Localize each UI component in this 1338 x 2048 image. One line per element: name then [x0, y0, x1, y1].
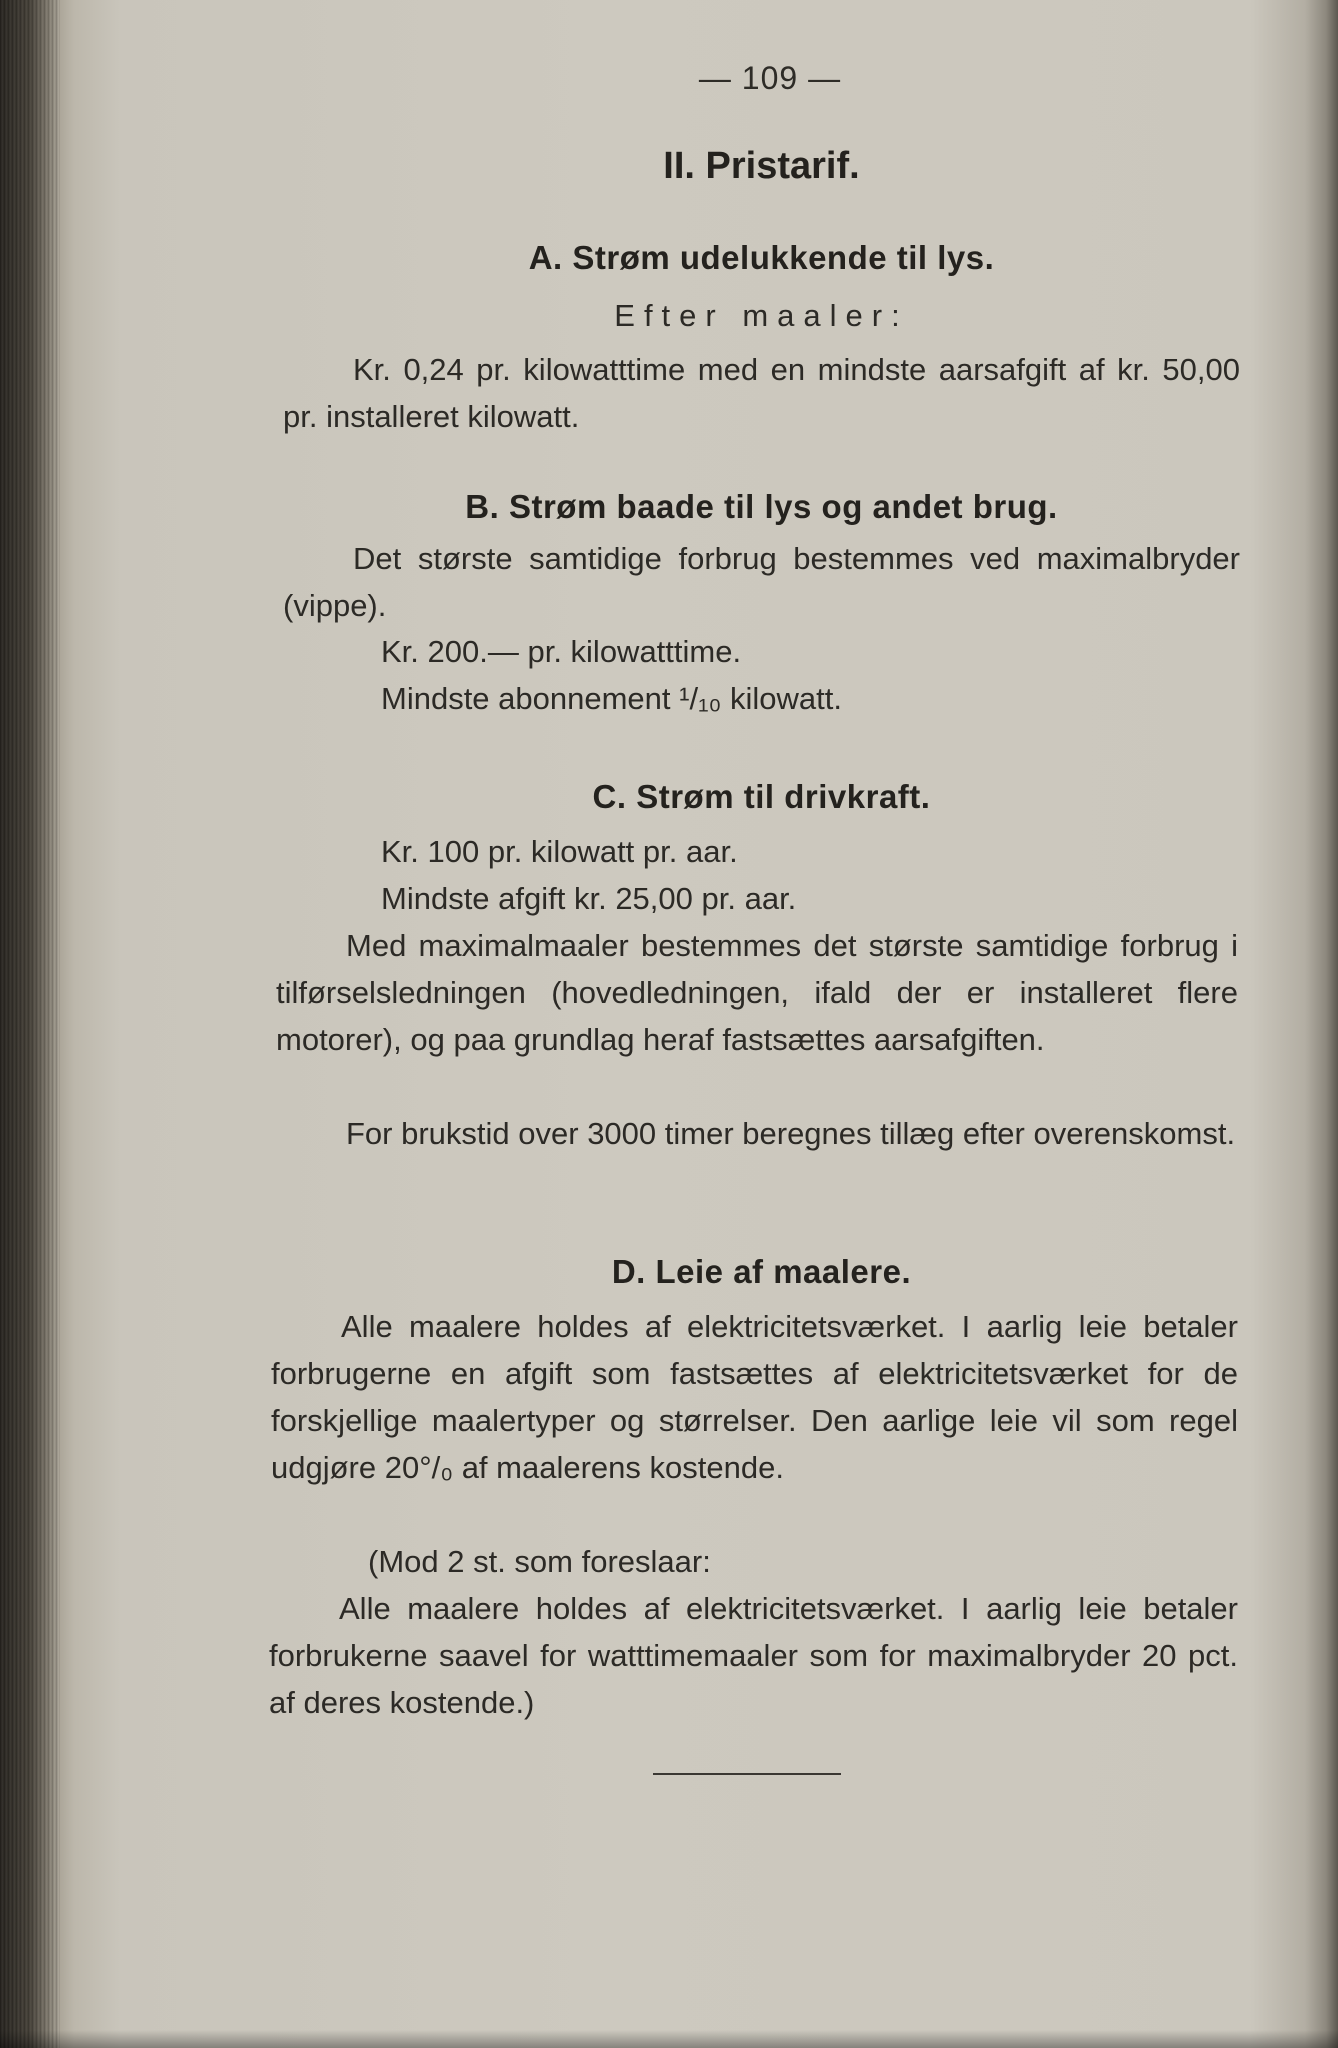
paragraph-c-2: Mindste afgift kr. 25,00 pr. aar.: [381, 881, 797, 916]
page-bottom-shadow: [0, 2030, 1338, 2048]
paragraph-b-1: Det største samtidige forbrug bestemmes ved maximalbryder (vippe).: [283, 541, 1240, 623]
paragraph-b-2: Kr. 200.— pr. kilowatttime.: [381, 634, 742, 669]
subheading-a: Efter maaler:: [614, 298, 909, 333]
page-number: — 109 —: [698, 60, 842, 96]
paragraph-d-1: Alle maalere holdes af elektricitetsværket. I aarlig leie betaler forbrugerne en afgift som fastsættes af elektricitetsværket for de forskjellige maalertyper og størrelser. Den aarlige leie vil som regel udgjøre 20°/₀ af maalerens kostende.: [271, 1309, 1238, 1485]
paragraph-c-1: Kr. 100 pr. kilowatt pr. aar.: [381, 834, 738, 869]
paragraph-a-1: Kr. 0,24 pr. kilowatttime med en mindste aarsafgift af kr. 50,00 pr. installeret kilowatt.: [283, 352, 1240, 434]
end-rule: [653, 1773, 841, 1775]
section-title: II. Pristarif.: [663, 145, 860, 187]
heading-d: D. Leie af maalere.: [611, 1253, 912, 1290]
heading-c: C. Strøm til drivkraft.: [592, 778, 931, 815]
paragraph-d-2: (Mod 2 st. som foreslaar:: [368, 1544, 711, 1579]
paragraph-d-3: Alle maalere holdes af elektricitetsværket. I aarlig leie betaler forbrukerne saavel for watttimemaaler som for maximalbryder 20 pct. af deres kostende.): [269, 1591, 1238, 1720]
paragraph-b-3: Mindste abonnement ¹/₁₀ kilowatt.: [381, 681, 842, 716]
page-stack-edge: [0, 0, 60, 2048]
heading-b: B. Strøm baade til lys og andet brug.: [465, 488, 1058, 525]
paragraph-c-4: For brukstid over 3000 timer beregnes tillæg efter overenskomst.: [346, 1116, 1236, 1151]
paragraph-c-3: Med maximalmaaler bestemmes det største samtidige forbrug i tilførselsledningen (hovedledningen, ifald der er installeret flere motorer), og paa grundlag heraf fastsættes aarsafgiften.: [276, 928, 1238, 1057]
heading-a: A. Strøm udelukkende til lys.: [528, 239, 995, 276]
